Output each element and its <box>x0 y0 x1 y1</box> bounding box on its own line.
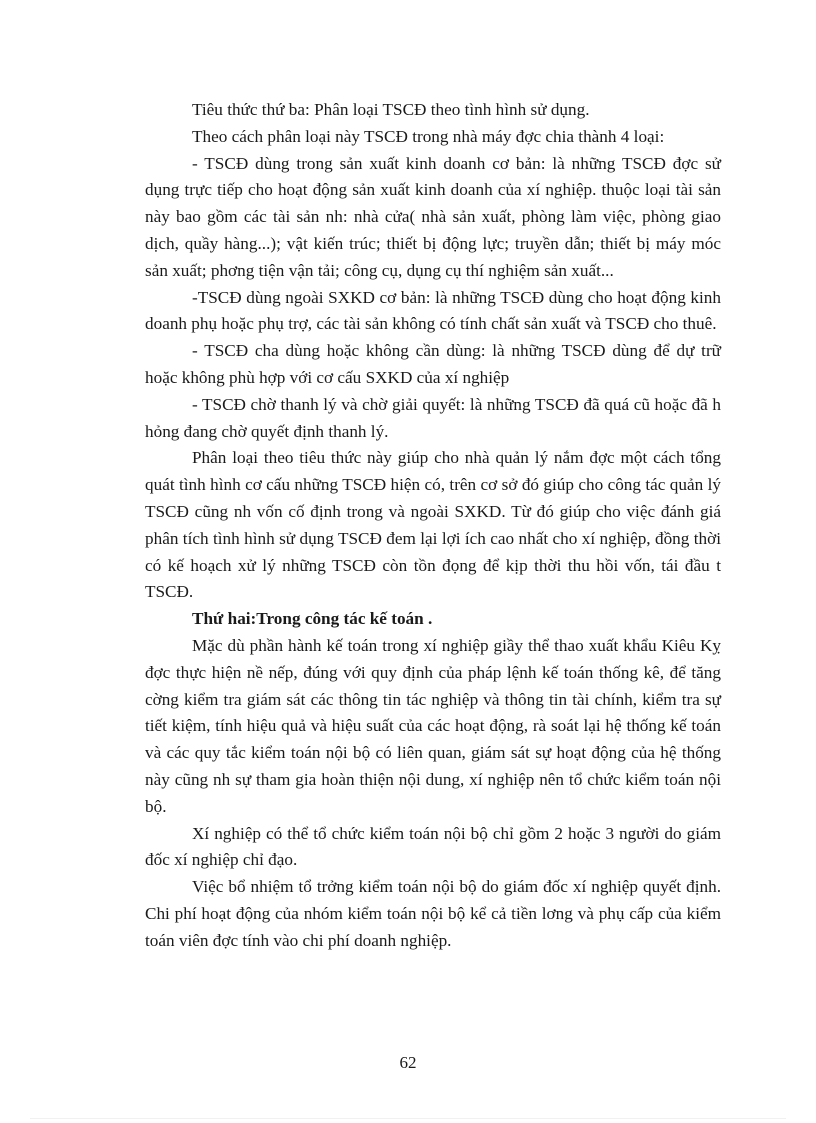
body-text <box>145 97 721 955</box>
bottom-divider <box>30 1118 786 1119</box>
section-heading: Thứ hai:Trong công tác kế toán . <box>192 609 433 629</box>
paragraph: Xí nghiệp có thể tổ chức kiểm toán nội bộ chỉ gồm 2 hoặc 3 người do giám đốc xí nghiệp chỉ đạo. <box>145 823 721 870</box>
paragraph: Theo cách phân loại này TSCĐ trong nhà máy đợc chia thành 4 loại: <box>192 126 665 146</box>
page-number: 62 <box>399 1053 417 1072</box>
paragraph: Mặc dù phần hành kế toán trong xí nghiệp giầy thể thao xuất khẩu Kiêu Kỵ đợc thực hiện nề nếp, đúng với quy định của pháp lệnh kế toán thống kê, để tăng cờng kiểm tra giám sát các thông tin tác nghiệp và thông tin tài chính, kiểm tra sự tiết kiệm, tính hiệu quả và hiệu suất của các hoạt động, rà soát lại hệ thống kế toán và các quy tắc kiểm toán nội bộ có liên quan, giám sát sự hoạt động của hệ thống này cũng nh sự tham gia hoàn thiện nội dung, xí nghiệp nên tổ chức kiểm toán nội bộ. <box>145 635 721 816</box>
paragraph: Phân loại theo tiêu thức này giúp cho nhà quản lý nắm đợc một cách tổng quát tình hình cơ cấu những TSCĐ hiện có, trên cơ sở đó giúp cho công tác quản lý TSCĐ cũng nh vốn cố định trong và ngoài SXKD. Từ đó giúp cho việc đánh giá phân tích tình hình sử dụng TSCĐ đem lại lợi ích cao nhất cho xí nghiệp, đồng thời có kế hoạch xử lý những TSCĐ còn tồn đọng để kịp thời thu hồi vốn, tái đầu t TSCĐ. <box>145 448 721 602</box>
paragraph: - TSCĐ cha dùng hoặc không cần dùng: là những TSCĐ dùng để dự trữ hoặc không phù hợp với cơ cấu SXKD của xí nghiệp <box>145 341 721 387</box>
paragraph: - TSCĐ dùng trong sản xuất kinh doanh cơ bản: là những TSCĐ đợc sử dụng trực tiếp cho hoạt động sản xuất kinh doanh của xí nghiệp. thuộc loại tài sản này bao gồm các tài sản nh: nhà cửa( nhà sản xuất, phòng làm việc, phòng giao dịch, quầy hàng...); vật kiến trúc; thiết bị động lực; truyền dẫn; thiết bị máy móc sản xuất; phơng tiện vận tải; công cụ, dụng cụ thí nghiệm sản xuất... <box>145 153 721 280</box>
paragraph: Tiêu thức thứ ba: Phân loại TSCĐ theo tình hình sử dụng. <box>192 100 590 119</box>
paragraph: - TSCĐ chờ thanh lý và chờ giải quyết: là những TSCĐ đã quá cũ hoặc đã h hỏng đang chờ quyết định thanh lý. <box>145 394 721 441</box>
paragraph: Việc bổ nhiệm tổ trởng kiểm toán nội bộ do giám đốc xí nghiệp quyết định. Chi phí hoạt động của nhóm kiểm toán nội bộ kể cả tiền lơng và phụ cấp của kiểm toán viên đợc tính vào chi phí doanh nghiệp. <box>145 877 721 950</box>
paragraph: -TSCĐ dùng ngoài SXKD cơ bản: là những TSCĐ dùng cho hoạt động kinh doanh phụ hoặc phụ trợ, các tài sản không có tính chất sản xuất và TSCĐ cho thuê. <box>145 287 721 334</box>
